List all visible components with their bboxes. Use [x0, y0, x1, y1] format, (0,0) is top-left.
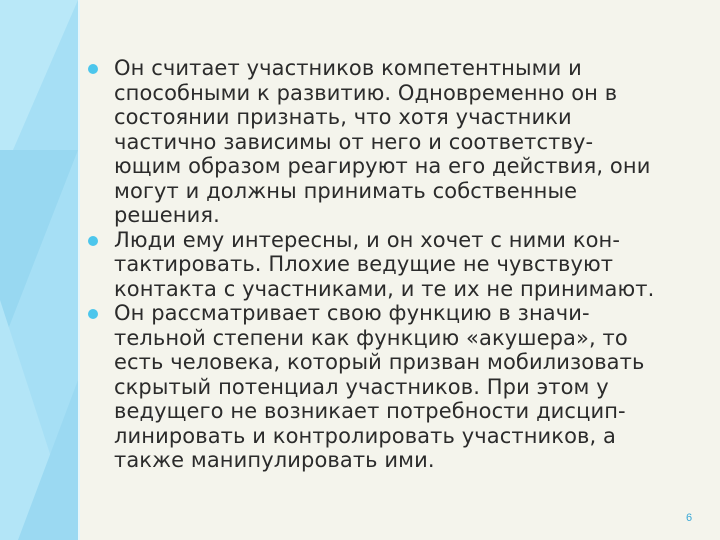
bullet-text-line: Он рассматривает свою функцию в значи- [114, 301, 590, 325]
bullet-text-line: способными к развитию. Одновременно он в [114, 80, 618, 105]
bullet-item [84, 228, 720, 302]
bullet-text-line: частично зависимы от него и соответству- [114, 129, 594, 154]
bullet-item [84, 301, 720, 473]
bullet-item [84, 56, 720, 228]
bullet-text-line: тактировать. Плохие ведущие не чувствуют [114, 252, 614, 276]
bullet-dot-icon [88, 309, 98, 319]
bullet-text-line: ведущего не возникает потребности дисцип- [114, 399, 626, 423]
bullet-text-line: Он считает участников компетентными и [114, 56, 582, 80]
bullet-list [84, 56, 720, 473]
bullet-text-line: состоянии признать, что хотя участники [114, 105, 572, 129]
bullet-text-line: также манипулировать ими. [114, 448, 435, 472]
decorative-side-band [0, 0, 78, 540]
bullet-text-line: Люди ему интересны, и он хочет с ними кон- [114, 227, 621, 252]
bullet-text-line: ющим образом реагируют на его действия, они [114, 154, 651, 178]
page-number: 6 [686, 512, 693, 524]
bullet-dot-icon [88, 236, 98, 246]
bullet-text-line: тельной степени как функцию «акушера», то [114, 325, 628, 350]
bullet-text-line: скрытый потенциал участников. При этом у [114, 374, 609, 399]
bullet-text-line: решения. [114, 203, 220, 227]
bullet-text-line: линировать и контролировать участников, а [114, 423, 617, 448]
bullet-text-line: есть человека, который призван мобилизовать [114, 350, 645, 374]
band-edge-divider [78, 0, 80, 540]
bullet-text-line: могут и должны принимать собственные [114, 178, 578, 203]
band-shape [18, 380, 78, 540]
bullet-text-line: контакта с участниками, и те их не принимают. [114, 276, 655, 301]
bullet-dot-icon [88, 64, 98, 74]
